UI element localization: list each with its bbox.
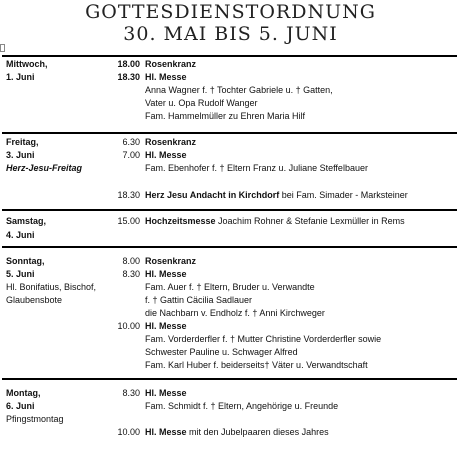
entry-line: Vater u. Opa Rudolf Wanger [145, 98, 258, 108]
entry-time: 8.30 [122, 269, 140, 279]
day-saint: Glaubensbote [6, 295, 63, 305]
entry-line: die Nachbarn v. Endholz f. † Anni Kirchweger [145, 308, 325, 318]
entry-text [145, 58, 457, 71]
day-date: 4. Juni [6, 230, 35, 240]
entry-text [145, 426, 457, 439]
entry-time: 10.00 [117, 427, 140, 437]
entry-title: Hl. Messe [145, 269, 187, 279]
divider [2, 209, 457, 211]
day-date: 6. Juni [6, 401, 35, 411]
entry-line: Fam. Auer f. † Eltern, Bruder u. Verwandte [145, 282, 315, 292]
anchor-icon [0, 44, 5, 52]
page-title: GOTTESDIENSTORDNUNG [85, 1, 376, 23]
day-weekday: Mittwoch, [6, 59, 48, 69]
day-feast: Herz-Jesu-Freitag [6, 163, 83, 173]
entry-line: Fam. Hammelmüller zu Ehren Maria Hilf [145, 111, 306, 121]
entry-time: 18.30 [117, 72, 140, 82]
entry-time: 15.00 [117, 216, 140, 226]
entry-text [145, 215, 457, 228]
entry-detail: mit den Jubelpaaren dieses Jahres [186, 427, 329, 437]
entry-time: 18.00 [117, 59, 140, 69]
entry-title: Rosenkranz [145, 137, 197, 147]
entry-title: Rosenkranz [145, 59, 197, 69]
entry-title: Rosenkranz [145, 256, 197, 266]
entry-time: 8.00 [122, 256, 140, 266]
entry-title: Hochzeitsmesse [145, 216, 216, 226]
entry-title: Hl. Messe [145, 150, 187, 160]
entry-title: Hl. Messe [145, 427, 187, 437]
entry-text [145, 268, 457, 281]
entry-text [145, 189, 457, 202]
entry-detail: bei Fam. Simader - Marksteiner [279, 190, 408, 200]
entry-title: Hl. Messe [145, 321, 187, 331]
day-weekday: Samstag, [6, 216, 47, 226]
entry-text [145, 320, 457, 333]
entry-time: 8.30 [122, 388, 140, 398]
entry-time: 10.00 [117, 321, 140, 331]
day-date: 5. Juni [6, 269, 35, 279]
entry-line: Fam. Karl Huber f. beiderseits† Väter u. Verwandtschaft [145, 360, 368, 370]
entry-title: Hl. Messe [145, 388, 187, 398]
entry-line: f. † Gattin Cäcilia Sadlauer [145, 295, 253, 305]
entry-time: 18.30 [117, 190, 140, 200]
entry-line: Anna Wagner f. † Tochter Gabriele u. † Gatten, [145, 85, 333, 95]
page-subtitle-date-range: 30. MAI BIS 5. JUNI [123, 23, 338, 45]
entry-text [145, 387, 457, 400]
day-weekday: Montag, [6, 388, 41, 398]
entry-line: Fam. Ebenhofer f. † Eltern Franz u. Juliane Steffelbauer [145, 163, 368, 173]
day-saint: Hl. Bonifatius, Bischof, [6, 282, 97, 292]
entry-line: Fam. Schmidt f. † Eltern, Angehörige u. Freunde [145, 401, 339, 411]
day-weekday: Sonntag, [6, 256, 45, 266]
entry-title: Hl. Messe [145, 72, 187, 82]
day-date: 1. Juni [6, 72, 35, 82]
entry-time: 7.00 [122, 150, 140, 160]
entry-text [145, 149, 457, 162]
divider [2, 246, 457, 248]
entry-line: Schwester Pauline u. Schwager Alfred [145, 347, 298, 357]
divider [2, 132, 457, 134]
entry-text [145, 255, 457, 268]
day-weekday: Freitag, [6, 137, 39, 147]
divider [2, 55, 457, 57]
day-feast: Pfingstmontag [6, 414, 64, 424]
entry-text [145, 136, 457, 149]
entry-title: Herz Jesu Andacht in Kirchdorf [145, 190, 280, 200]
divider [2, 378, 457, 380]
entry-line: Fam. Vorderderfler f. † Mutter Christine Vorderderfler sowie [145, 334, 382, 344]
entry-text [145, 71, 457, 84]
day-date: 3. Juni [6, 150, 35, 160]
entry-time: 6.30 [122, 137, 140, 147]
entry-detail: Joachim Rohner & Stefanie Lexmüller in Rems [215, 216, 405, 226]
